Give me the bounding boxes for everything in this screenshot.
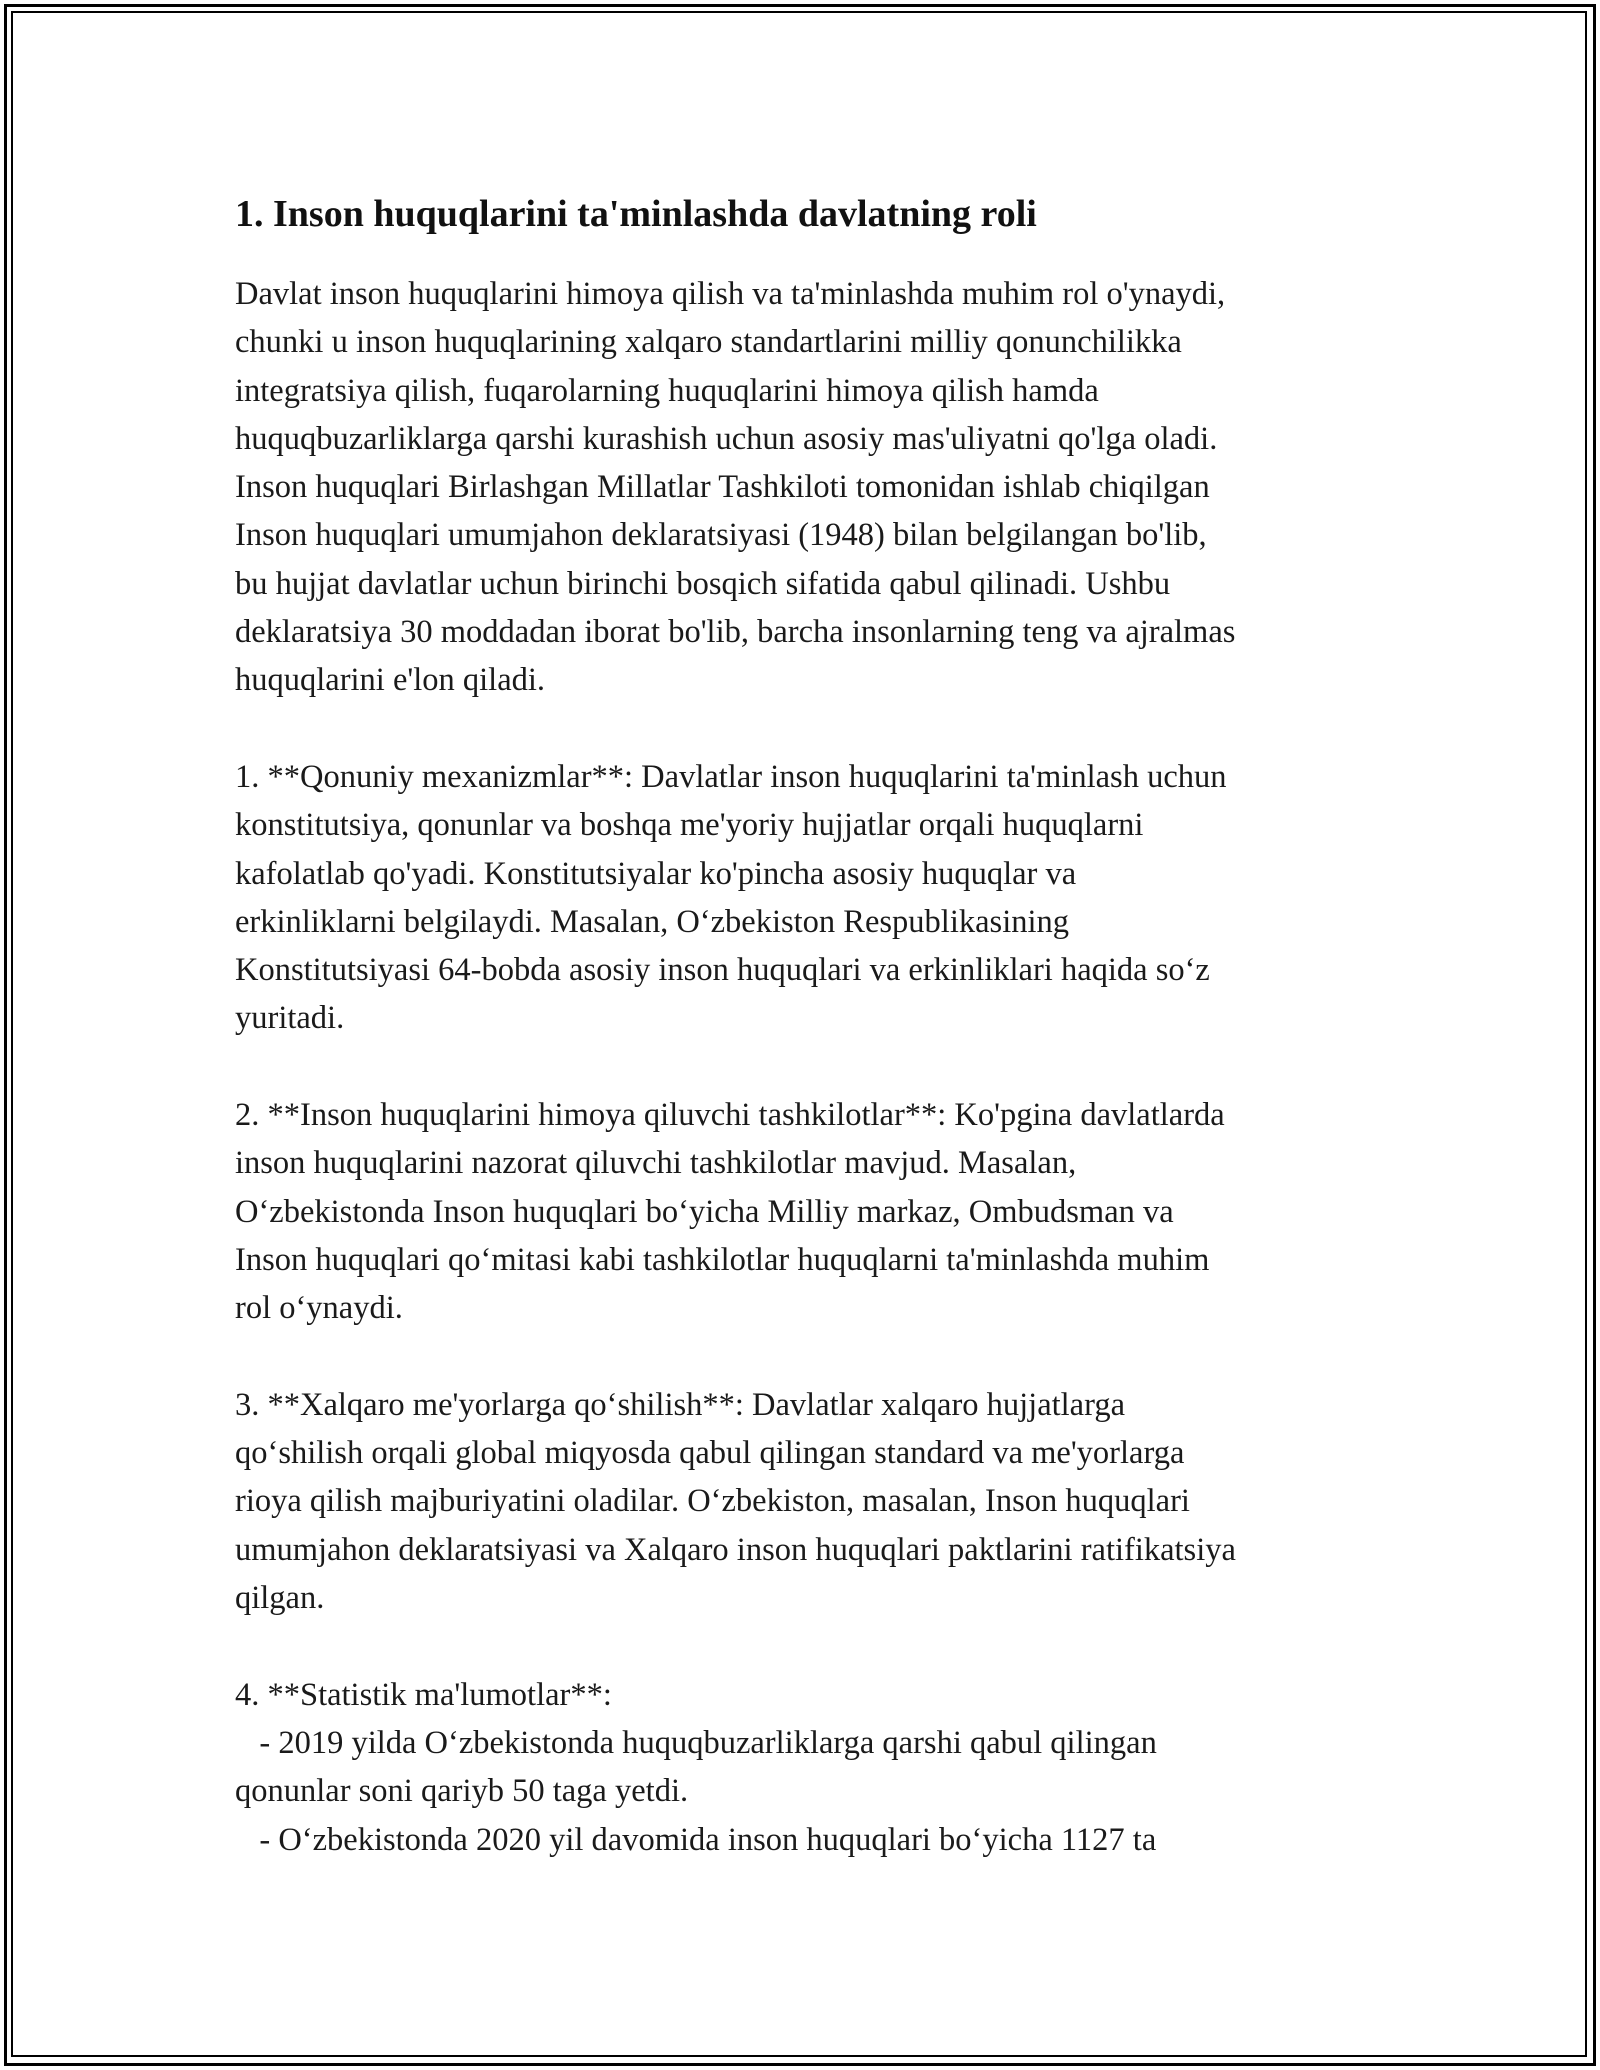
list-item-human-rights-organizations: 2. **Inson huquqlarini himoya qiluvchi tashkilotlar**: Ko'pgina davlatlarda inson huquqlarini nazorat qiluvchi tashkilotlar mavjud. Masalan, O‘zbekistonda Inson huquqlari bo‘yicha Milliy markaz, Ombudsman va Inson huquqlari qo‘mitasi kabi tashkilotlar huquqlarni ta'minlashda muhim rol o‘ynaydi. <box>235 1097 1225 1327</box>
document-title: 1. Inson huquqlarini ta'minlashda davlatning roli <box>235 193 1037 235</box>
paragraph-spacer <box>235 705 1395 753</box>
list-item-international-norms: 3. **Xalqaro me'yorlarga qo‘shilish**: Davlatlar xalqaro hujjatlarga qo‘shilish orqali global miqyosda qabul qilingan standard va me'yorlarga rioya qilish majburiyatini oladilar. O‘zbekiston, masalan, Inson huquqlari umumjahon deklaratsiyasi va Xalqaro inson huquqlari paktlarini ratifikatsiya qilgan. <box>235 1386 1236 1617</box>
document-body <box>235 186 1395 1864</box>
intro-paragraph: Davlat inson huquqlarini himoya qilish va ta'minlashda muhim rol o'ynaydi, chunki u inson huquqlarining xalqaro standartlarini milliy qonunchilikka integratsiya qilish, fuqarolarning huquqlarini himoya qilish hamda huquqbuzarliklarga qarshi kurashish uchun asosiy mas'uliyatni qo'lga oladi. Inson huquqlari Birlashgan Millatlar Tashkiloti tomonidan ishlab chiqilgan Inson huquqlari umumjahon deklaratsiyasi (1948) bilan belgilangan bo'lib, bu hujjat davlatlar uchun birinchi bosqich sifatida qabul qilinadi. Ushbu deklaratsiya 30 moddadan iborat bo'lib, barcha insonlarning teng va ajralmas huquqlarini e'lon qiladi. <box>235 276 1236 699</box>
paragraph-spacer <box>235 1622 1395 1670</box>
paragraph-spacer <box>235 1333 1395 1381</box>
list-item-statistics-heading: 4. **Statistik ma'lumotlar**: <box>235 1676 612 1713</box>
list-item-legal-mechanisms: 1. **Qonuniy mexanizmlar**: Davlatlar inson huquqlarini ta'minlash uchun konstitutsiya, qonunlar va boshqa me'yoriy hujjatlar orqali huquqlarni kafolatlab qo'yadi. Konstitutsiyalar ko'pincha asosiy huquqlar va erkinliklarni belgilaydi. Masalan, O‘zbekiston Respublikasining Konstitutsiyasi 64-bobda asosiy inson huquqlari va erkinliklari haqida so‘z yuritadi. <box>235 758 1227 1037</box>
statistics-bullet-1-line-2: qonunlar soni qariyb 50 taga yetdi. <box>235 1773 689 1810</box>
statistics-bullet-2-line-1: - O‘zbekistonda 2020 yil davomida inson huquqlari bo‘yicha 1127 ta <box>235 1821 1157 1858</box>
paragraph-spacer <box>235 1043 1395 1091</box>
statistics-bullet-1-line-1: - 2019 yilda O‘zbekistonda huquqbuzarliklarga qarshi qabul qilingan <box>235 1724 1157 1761</box>
